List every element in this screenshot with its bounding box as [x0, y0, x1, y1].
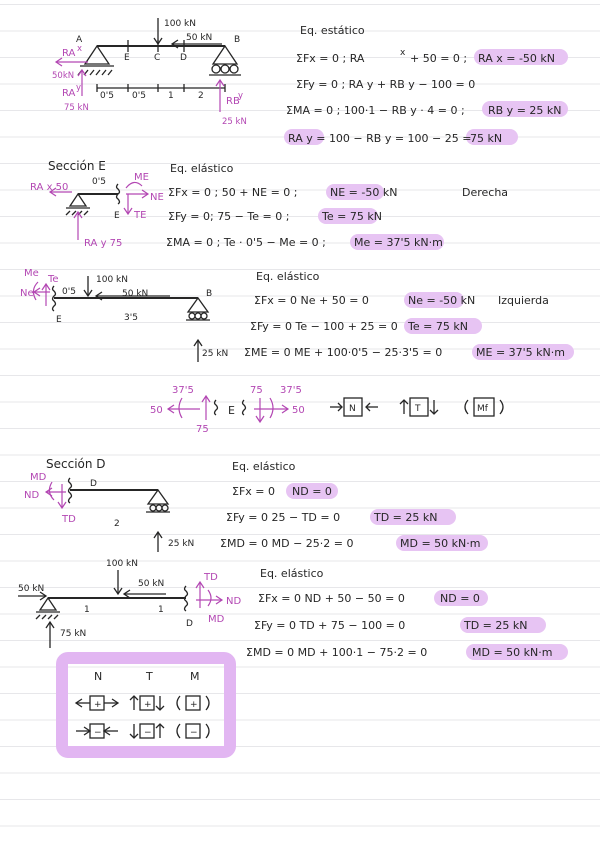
section-global-equilibrium — [52, 18, 568, 145]
load-label-50kn: 50 kN — [18, 584, 45, 594]
equation-result: ME = 37'5 kN·m — [476, 346, 565, 359]
dimension-label: 1 — [168, 91, 174, 101]
equation: ΣMA = 0 ; 100·1 − RB y · 4 = 0 ; — [286, 104, 465, 117]
point-a: A — [76, 35, 83, 45]
equation: ΣFx = 0 ND + 50 − 50 = 0 — [258, 592, 405, 605]
shear-force-label: TD — [204, 572, 218, 583]
equation-result: NE = -50 kN — [330, 186, 398, 199]
section-subtitle: Eq. elástico — [260, 567, 324, 580]
equation: ΣMD = 0 MD − 25·2 = 0 — [220, 537, 354, 550]
moment-value: 37'5 — [280, 385, 302, 396]
equation-result: TD = 25 kN — [464, 619, 528, 632]
moment-sign-arrow — [465, 400, 468, 414]
point-e: E — [124, 53, 130, 63]
point-e: E — [228, 404, 235, 417]
point-b: B — [234, 35, 241, 45]
legend-col-m: M — [190, 670, 200, 683]
legend-col-n: N — [94, 670, 103, 683]
load-label-50kn: 50 kN — [186, 33, 213, 43]
point-e: E — [56, 315, 62, 325]
reaction-label: 25 kN — [202, 349, 229, 359]
moment-arrow — [270, 398, 273, 418]
sign-box-label: Mf — [477, 404, 488, 414]
equation: ΣME = 0 ME + 100·0'5 − 25·3'5 = 0 — [244, 346, 443, 359]
equation: ΣFx = 0 — [232, 485, 275, 498]
moment-label: ME — [134, 172, 149, 183]
point-d: D — [180, 53, 187, 63]
section-subtitle: Eq. elástico — [256, 270, 320, 283]
point-d: D — [186, 619, 193, 629]
equation-result: ND = 0 — [440, 592, 480, 605]
sign-box-label: N — [349, 404, 356, 414]
side-label: Derecha — [462, 186, 509, 199]
section-title: Sección E — [48, 159, 106, 173]
reaction-rax-value: 50kN — [52, 71, 75, 81]
reaction-ray-value: 75 kN — [64, 103, 89, 113]
moment-arrow — [208, 590, 211, 606]
load-label-100kn: 100 kN — [106, 559, 138, 569]
legend-sign: − — [94, 728, 102, 738]
dimension-label: 0'5 — [100, 91, 114, 101]
equation-result: 75 kN — [470, 132, 503, 145]
shear-force-label: TD — [62, 514, 76, 525]
section-cut — [243, 400, 246, 415]
equation: ΣFx = 0 ; 50 + NE = 0 ; — [168, 186, 298, 199]
equation: ΣMA = 0 ; Te · 0'5 − Me = 0 ; — [166, 236, 326, 249]
dimension-label: 1 — [84, 605, 90, 615]
normal-value: 50 — [292, 405, 305, 416]
legend-sign: − — [190, 728, 198, 738]
moment-sign-arrow — [500, 400, 503, 414]
equation: + 50 = 0 ; — [410, 52, 468, 65]
sign-convention-legend — [62, 658, 230, 752]
load-label-50kn: 50 kN — [138, 579, 165, 589]
equation-result: Te = 75 kN — [408, 320, 468, 333]
load-label-100kn: 100 kN — [96, 275, 128, 285]
reaction-rby-label: RB — [226, 96, 240, 107]
section-title: Sección D — [46, 457, 106, 471]
equation-result: Me = 37'5 kN·m — [354, 236, 443, 249]
superscript: y — [238, 91, 244, 101]
dimension-label: 1 — [158, 605, 164, 615]
reaction-label: 75 kN — [60, 629, 87, 639]
normal-force-label: ND — [226, 596, 242, 607]
equation: ΣFx = 0 ; RA — [296, 52, 365, 65]
pin-support-a — [85, 46, 109, 64]
equation-result: TD = 25 kN — [374, 511, 438, 524]
point-c: C — [154, 53, 161, 63]
superscript: x — [77, 44, 83, 54]
legend-sign: + — [94, 700, 102, 710]
load-label-50kn: 50 kN — [122, 289, 149, 299]
moment-label: MD — [208, 614, 225, 625]
normal-value: 50 — [150, 405, 163, 416]
shear-force-label: Te — [48, 274, 59, 285]
reaction-rax-label: RA x 50 — [30, 182, 69, 193]
superscript: y — [76, 83, 82, 93]
equation-result: RB y = 25 kN — [488, 104, 562, 117]
section-subtitle: Eq. elástico — [170, 162, 234, 175]
equation: ΣFy = 0 25 − TD = 0 — [226, 511, 341, 524]
shear-value: 75 — [250, 385, 263, 396]
equation-result: RA x = -50 kN — [478, 52, 555, 65]
reaction-rax-label: RA — [62, 48, 76, 59]
section-e-left — [20, 268, 574, 362]
reaction-label: 25 kN — [168, 539, 195, 549]
pin-support — [70, 194, 86, 206]
moment-arrow — [49, 482, 54, 500]
moment-label: Me — [24, 268, 39, 279]
shear-force-label: TE — [134, 210, 147, 221]
moment-value: 37'5 — [172, 385, 194, 396]
summary-section-e — [150, 385, 503, 435]
section-e-right — [30, 159, 508, 250]
point-e: E — [114, 211, 120, 221]
dimension-label: 2 — [198, 91, 204, 101]
point-d: D — [90, 479, 97, 489]
equation: ΣFy = 0; 75 − Te = 0 ; — [168, 210, 290, 223]
point-b: B — [206, 289, 213, 299]
section-d-left — [24, 457, 488, 552]
roller-support — [148, 490, 168, 504]
moment-arrow — [179, 398, 182, 418]
legend-col-t: T — [146, 670, 153, 683]
legend-sign: − — [144, 728, 152, 738]
load-label-100kn: 100 kN — [164, 19, 196, 29]
side-label: Izquierda — [498, 294, 549, 307]
section-title: Eq. estático — [300, 24, 365, 37]
reaction-ray-label: RA — [62, 88, 76, 99]
normal-force-label: ND — [24, 490, 40, 501]
equation-result: MD = 50 kN·m — [472, 646, 553, 659]
dimension-label: 3'5 — [124, 313, 138, 323]
moment-arrow — [126, 182, 142, 188]
reaction-ray-label: RA y 75 — [84, 238, 123, 249]
normal-force-label: NE — [150, 192, 164, 203]
equation: ΣFy = 0 TD + 75 − 100 = 0 — [254, 619, 406, 632]
equation: ΣFy = 0 Te − 100 + 25 = 0 — [250, 320, 398, 333]
equation-result: Te = 75 kN — [322, 210, 382, 223]
equation: ΣFy = 0 ; RA y + RB y − 100 = 0 — [296, 78, 476, 91]
equation: RA y = 100 − RB y = 100 − 25 = — [288, 132, 472, 145]
equation: ΣMD = 0 MD + 100·1 − 75·2 = 0 — [246, 646, 428, 659]
section-d-right — [18, 559, 568, 660]
section-cut — [215, 400, 218, 415]
moment-label: MD — [30, 472, 47, 483]
roller-support — [188, 298, 208, 312]
reaction-rby-value: 25 kN — [222, 117, 247, 127]
equation-result: MD = 50 kN·m — [400, 537, 481, 550]
legend-sign: + — [144, 700, 152, 710]
equation-result: ND = 0 — [292, 485, 332, 498]
section-subtitle: Eq. elástico — [232, 460, 296, 473]
legend-sign: + — [190, 700, 198, 710]
equation-result: Ne = -50 kN — [408, 294, 476, 307]
dimension-label: 2 — [114, 519, 120, 529]
equation: ΣFx = 0 Ne + 50 = 0 — [254, 294, 369, 307]
dimension-label: 0'5 — [132, 91, 146, 101]
pin-support — [40, 598, 56, 610]
shear-value: 75 — [196, 424, 209, 435]
superscript: x — [400, 48, 406, 58]
normal-force-label: Ne — [20, 288, 34, 299]
roller-support-b — [213, 46, 237, 64]
sign-box-label: T — [415, 404, 421, 414]
dimension-label: 0'5 — [62, 287, 76, 297]
dimension-label: 0'5 — [92, 177, 106, 187]
